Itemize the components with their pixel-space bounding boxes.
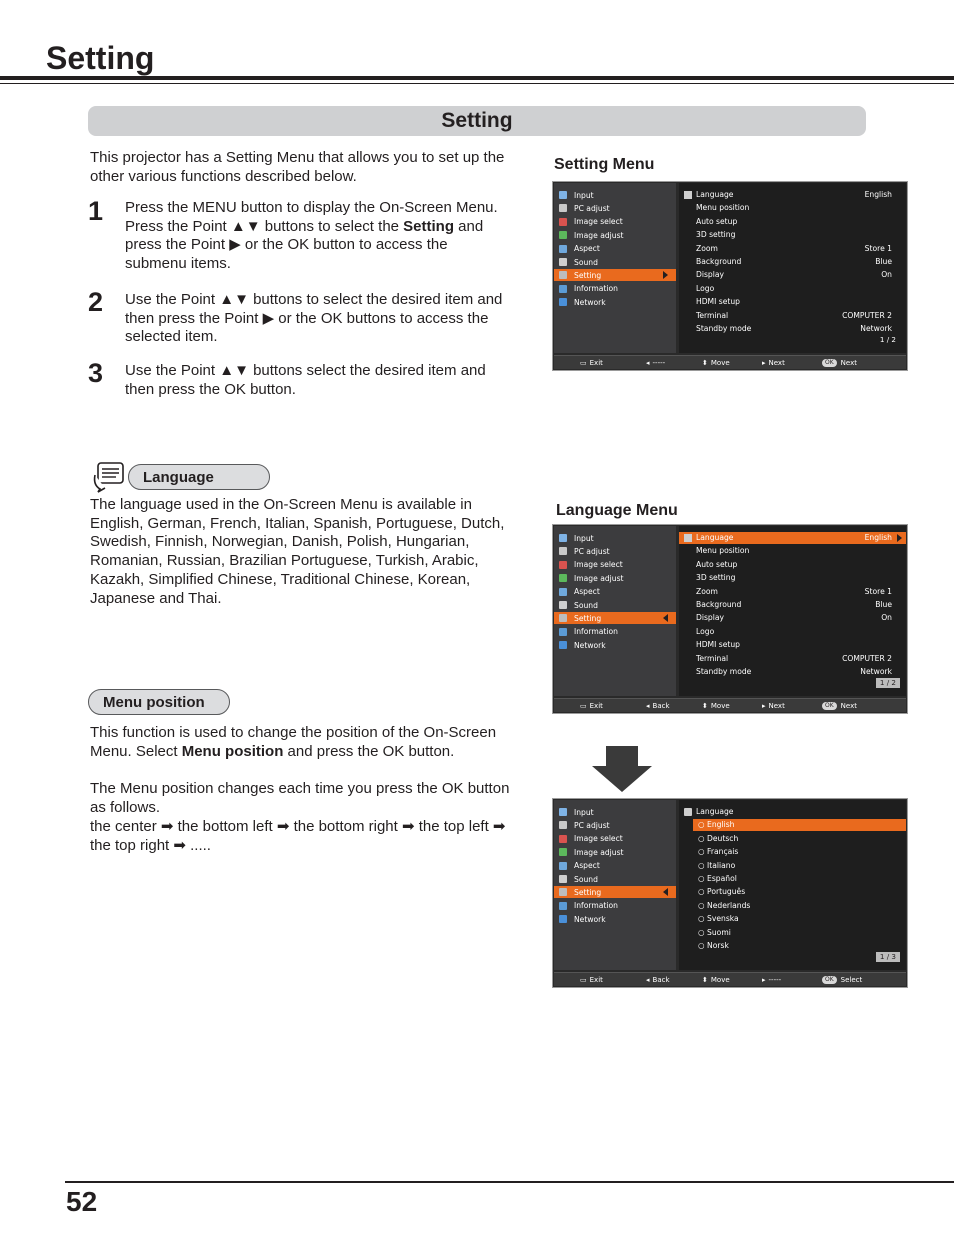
osd-guide-label: Exit: [589, 702, 603, 710]
step-number: 3: [88, 358, 104, 388]
osd-guide-label: Select: [840, 976, 863, 984]
setting-menu-caption: Setting Menu: [554, 156, 655, 173]
exit-guide[interactable]: [580, 357, 603, 369]
osd-menu-label: Sound: [574, 257, 598, 267]
osd-setting-row[interactable]: [679, 269, 906, 281]
osd-menu-item[interactable]: [554, 243, 676, 255]
osd-guide-label: Back: [652, 976, 670, 984]
osd-guide-label: Back: [652, 702, 670, 710]
osd-setting-key: Display: [696, 270, 724, 280]
step-number: 2: [88, 287, 104, 317]
menu-key-icon: ▭: [580, 702, 587, 710]
input-icon: [559, 191, 567, 199]
osd-setting-value: Store 1: [864, 243, 892, 253]
image-adjust-icon: [559, 848, 567, 856]
osd-menu-label: Image adjust: [574, 847, 624, 857]
left-key-icon: ◂: [646, 359, 650, 367]
osd-guide-label: Next: [768, 359, 785, 367]
intro-text: This projector has a Setting Menu that allows you to set up the other various functions described below.: [90, 149, 505, 185]
osd-guide-bar: [554, 355, 906, 369]
step-number: 1: [88, 196, 104, 226]
osd-setting-key: Auto setup: [696, 559, 738, 569]
osd-menu-label: PC adjust: [574, 546, 610, 556]
right-key-icon: ▸: [762, 359, 766, 367]
section-title: Setting: [88, 106, 866, 136]
osd-menu-item[interactable]: [554, 559, 676, 571]
osd-guide-label: -----: [768, 976, 782, 984]
osd-setting-value: Network: [860, 667, 892, 676]
updown-key-icon: ⬍: [702, 359, 708, 367]
osd-guide-label: Move: [710, 702, 730, 710]
osd-menu-item[interactable]: [554, 572, 676, 584]
osd-setting-row[interactable]: [679, 532, 906, 544]
osd-menu-item[interactable]: [554, 283, 676, 295]
osd-setting-key: HDMI setup: [696, 297, 741, 307]
osd-menu-item[interactable]: [554, 256, 676, 268]
osd-menu-item[interactable]: [554, 833, 676, 845]
language-menu-caption: Language Menu: [556, 502, 678, 519]
osd-guide-label: Exit: [589, 359, 603, 367]
sound-icon: [559, 601, 567, 609]
arrow-right-icon: [663, 271, 668, 279]
ok-key-icon: OK: [822, 976, 837, 984]
osd-guide-label: Move: [710, 976, 730, 984]
setting-icon: [684, 534, 692, 542]
ok-select-guide[interactable]: [822, 974, 862, 986]
osd-menu-item[interactable]: [554, 873, 676, 885]
osd-setting-key: Logo: [696, 626, 715, 636]
osd-menu-label: Information: [574, 284, 618, 294]
updown-key-icon: ⬍: [702, 702, 708, 710]
osd-menu-label: PC adjust: [574, 820, 610, 830]
title-rule: [0, 76, 954, 80]
osd-setting-value: COMPUTER 2: [842, 653, 892, 663]
osd-setting-key: HDMI setup: [696, 640, 741, 650]
next-guide[interactable]: [762, 700, 785, 712]
language-text: The language used in the On-Screen Menu is available in English, German, French, Italian, Spanish, Portuguese, Dutch, Swedish, Finnish, Norwegian, Danish, Polish, Hungarian, Romanian, Russian, Brazilian Portuguese, Turkish, Arabic, Kazakh, Simplified Chinese, Traditional Chinese, Korean, Japanese and Thai.: [90, 496, 505, 607]
osd-setting-row[interactable]: [679, 296, 906, 308]
osd-setting-row[interactable]: [679, 283, 906, 295]
image-select-icon: [559, 835, 567, 843]
osd-language-option[interactable]: [693, 913, 906, 925]
step-text: Use the Point ▲▼ buttons select the desired item and then press the OK button.: [125, 362, 486, 398]
osd-setting-key: Display: [696, 613, 724, 623]
osd-setting-key: Language: [696, 533, 734, 542]
setting-icon: [684, 191, 692, 199]
pc-adjust-icon: [559, 547, 567, 555]
osd-setting-key: Terminal: [696, 310, 729, 320]
osd-menu-item[interactable]: [554, 860, 676, 872]
osd-language-title: Language: [696, 807, 734, 816]
osd-guide-label: Exit: [589, 976, 603, 984]
osd-setting-value: Network: [860, 324, 892, 333]
right-key-icon: ▸: [762, 702, 766, 710]
step-text: Use the Point ▲▼ buttons to select the desired item and then press the Point ▶ or the OK buttons to access the selected item.: [125, 291, 503, 346]
arrow-left-icon: [663, 888, 668, 896]
osd-menu-item[interactable]: [554, 886, 676, 898]
osd-language-label: ○ Deutsch: [698, 833, 739, 843]
osd-menu-item[interactable]: [554, 216, 676, 228]
osd-setting-row[interactable]: [679, 666, 906, 678]
aspect-icon: [559, 588, 567, 596]
move-guide[interactable]: [702, 700, 730, 712]
input-icon: [559, 808, 567, 816]
osd-menu-label: Image select: [574, 560, 623, 570]
osd-setting-key: Zoom: [696, 243, 718, 253]
osd-setting-key: Background: [696, 257, 742, 266]
exit-guide[interactable]: [580, 700, 603, 712]
osd-language-option[interactable]: [693, 833, 906, 845]
osd-page-indicator: 1 / 2: [876, 678, 900, 688]
osd-language-option[interactable]: [693, 860, 906, 872]
next-guide[interactable]: [762, 357, 785, 369]
pc-adjust-icon: [559, 821, 567, 829]
osd-setting-value: On: [881, 613, 892, 623]
osd-setting-row[interactable]: [679, 572, 906, 584]
input-icon: [559, 534, 567, 542]
menu-position-text: This function is used to change the position of the On-Screen Menu. Select Menu position and press the OK button.: [90, 724, 497, 760]
osd-setting-key: Language: [696, 190, 734, 199]
osd-setting-key: 3D setting: [696, 230, 736, 240]
osd-setting-key: Logo: [696, 283, 715, 293]
osd-menu-item[interactable]: [554, 202, 676, 214]
osd-setting-value: On: [881, 270, 892, 280]
osd-guide-label: -----: [652, 359, 666, 367]
osd-guide-label: Next: [840, 359, 857, 367]
memo-icon: [92, 461, 126, 493]
osd-menu-label: Aspect: [574, 244, 600, 254]
setting-icon: [684, 808, 692, 816]
osd-language-option[interactable]: [693, 940, 906, 952]
osd-main-menu: [554, 526, 676, 696]
updown-key-icon: ⬍: [702, 976, 708, 984]
osd-menu-item[interactable]: [554, 806, 676, 818]
osd-setting-value: Blue: [875, 257, 892, 266]
osd-setting-key: Standby mode: [696, 324, 752, 333]
osd-guide-label: Next: [840, 702, 857, 710]
osd-setting-value: Store 1: [864, 586, 892, 596]
osd-menu-label: Image adjust: [574, 230, 624, 240]
osd-menu-item[interactable]: [554, 229, 676, 241]
menu-position-note: The Menu position changes each time you press the OK button as follows.: [90, 780, 510, 816]
osd-setting-row[interactable]: [679, 202, 906, 214]
osd-menu-item[interactable]: [554, 586, 676, 598]
osd-menu-item[interactable]: [554, 639, 676, 651]
osd-setting-value: COMPUTER 2: [842, 310, 892, 320]
osd-main-menu: [554, 800, 676, 970]
right-key-icon: ▸: [762, 976, 766, 984]
osd-menu-item[interactable]: [554, 269, 676, 281]
image-adjust-icon: [559, 231, 567, 239]
osd-page-indicator: 1 / 2: [879, 335, 896, 344]
right-guide[interactable]: [762, 974, 781, 986]
network-icon: [559, 641, 567, 649]
osd-menu-label: Sound: [574, 874, 598, 884]
osd-setting-row[interactable]: [679, 586, 906, 598]
osd-menu-label: Image adjust: [574, 573, 624, 583]
step-text: Press the MENU button to display the On-Screen Menu. Press the Point ▲▼ buttons to select the Setting and press the Point ▶ or the OK button to access the submenu items.: [125, 199, 498, 273]
osd-setting-row[interactable]: [679, 599, 906, 611]
osd-setting-row[interactable]: [679, 189, 906, 201]
osd-language-label: ○ Svenska: [698, 914, 739, 924]
osd-page-indicator: 1 / 3: [876, 952, 900, 962]
down-arrow-icon: [592, 746, 652, 792]
osd-setting-value: English: [864, 190, 892, 199]
osd-setting-row[interactable]: [679, 323, 906, 335]
osd-menu-label: Network: [574, 297, 606, 307]
sound-icon: [559, 258, 567, 266]
network-icon: [559, 915, 567, 923]
osd-language-label: ○ Português: [698, 887, 746, 897]
osd-setting-key: Zoom: [696, 586, 718, 596]
osd-language-header: [679, 806, 906, 818]
osd-setting-key: Terminal: [696, 653, 729, 663]
page-number: 52: [66, 1186, 98, 1217]
osd-language-option[interactable]: [693, 900, 906, 912]
ok-next-guide[interactable]: [822, 357, 857, 369]
left-guide[interactable]: [646, 357, 665, 369]
osd-language-option[interactable]: [693, 846, 906, 858]
osd-menu-item[interactable]: [554, 913, 676, 925]
osd-setting-row[interactable]: [679, 310, 906, 322]
osd-setting-row[interactable]: [679, 243, 906, 255]
osd-setting-key: Standby mode: [696, 667, 752, 676]
information-icon: [559, 628, 567, 636]
osd-language-label: ○ Español: [698, 874, 737, 883]
osd-menu-item[interactable]: [554, 532, 676, 544]
osd-setting-row[interactable]: [679, 653, 906, 665]
menu-position-heading: Menu position: [88, 689, 230, 715]
osd-language-label: ○ Italiano: [698, 860, 736, 870]
exit-guide[interactable]: [580, 974, 603, 986]
osd-menu-item[interactable]: [554, 819, 676, 831]
osd-menu-label: Network: [574, 640, 606, 650]
osd-submenu: [679, 526, 906, 696]
menu-key-icon: ▭: [580, 359, 587, 367]
osd-menu-item[interactable]: [554, 545, 676, 557]
osd-menu-label: Aspect: [574, 861, 600, 871]
osd-setting-value: Blue: [875, 600, 892, 609]
information-icon: [559, 285, 567, 293]
setting-icon: [559, 888, 567, 896]
osd-menu-item[interactable]: [554, 626, 676, 638]
osd-setting-row[interactable]: [679, 216, 906, 228]
osd-guide-bar: [554, 698, 906, 712]
osd-language-option[interactable]: [693, 873, 906, 885]
osd-menu-label: Input: [574, 807, 594, 817]
osd-menu-item[interactable]: [554, 599, 676, 611]
osd-setting-key: Background: [696, 600, 742, 609]
move-guide[interactable]: [702, 357, 730, 369]
osd-guide-label: Next: [768, 702, 785, 710]
osd-setting-row[interactable]: [679, 559, 906, 571]
osd-guide-bar: [554, 972, 906, 986]
osd-menu-label: Setting: [574, 613, 602, 623]
page-title: Setting: [46, 40, 155, 76]
ok-key-icon: OK: [822, 359, 837, 367]
osd-language-label: ○ Nederlands: [698, 900, 751, 910]
language-menu-screen: [552, 524, 908, 714]
osd-menu-label: Information: [574, 627, 618, 637]
osd-setting-row[interactable]: [679, 639, 906, 651]
osd-menu-item[interactable]: [554, 189, 676, 201]
osd-language-label: ○ Suomi: [698, 927, 731, 937]
osd-language-label: ○ English: [698, 820, 735, 830]
osd-menu-label: Aspect: [574, 587, 600, 597]
footer-rule: [65, 1181, 954, 1183]
osd-language-list: [679, 800, 906, 970]
osd-language-option[interactable]: [693, 927, 906, 939]
language-list-screen: [552, 798, 908, 988]
back-guide[interactable]: [646, 700, 670, 712]
ok-next-guide[interactable]: [822, 700, 857, 712]
aspect-icon: [559, 862, 567, 870]
osd-setting-key: Auto setup: [696, 216, 738, 226]
title-rule-thin: [0, 83, 954, 84]
left-key-icon: ◂: [646, 702, 650, 710]
setting-menu-screen: [552, 181, 908, 371]
image-select-icon: [559, 218, 567, 226]
left-key-icon: ◂: [646, 976, 650, 984]
osd-menu-item[interactable]: [554, 612, 676, 624]
osd-menu-label: Image select: [574, 217, 623, 227]
osd-setting-row[interactable]: [679, 256, 906, 268]
arrow-right-icon: [897, 534, 902, 542]
osd-menu-label: Image select: [574, 834, 623, 844]
aspect-icon: [559, 245, 567, 253]
osd-setting-key: 3D setting: [696, 573, 736, 583]
osd-setting-row[interactable]: [679, 229, 906, 241]
image-adjust-icon: [559, 574, 567, 582]
osd-language-option[interactable]: [693, 886, 906, 898]
osd-language-option[interactable]: [693, 819, 906, 831]
osd-menu-item[interactable]: [554, 296, 676, 308]
osd-menu-item[interactable]: [554, 846, 676, 858]
language-heading: Language: [128, 464, 270, 490]
image-select-icon: [559, 561, 567, 569]
ok-key-icon: OK: [822, 702, 837, 710]
osd-menu-item[interactable]: [554, 900, 676, 912]
pc-adjust-icon: [559, 204, 567, 212]
information-icon: [559, 902, 567, 910]
osd-setting-key: Menu position: [696, 546, 750, 556]
osd-setting-row[interactable]: [679, 626, 906, 638]
setting-icon: [559, 271, 567, 279]
osd-menu-label: Input: [574, 190, 594, 200]
osd-language-label: ○ Norsk: [698, 941, 729, 950]
osd-menu-label: PC adjust: [574, 203, 610, 213]
osd-menu-label: Information: [574, 901, 618, 911]
arrow-left-icon: [663, 614, 668, 622]
osd-menu-label: Setting: [574, 887, 602, 897]
osd-setting-row[interactable]: [679, 545, 906, 557]
osd-main-menu: [554, 183, 676, 353]
network-icon: [559, 298, 567, 306]
back-guide[interactable]: [646, 974, 670, 986]
sound-icon: [559, 875, 567, 883]
osd-language-label: ○ Français: [698, 847, 739, 857]
osd-guide-label: Move: [710, 359, 730, 367]
osd-menu-label: Sound: [574, 600, 598, 610]
osd-menu-label: Input: [574, 533, 594, 543]
menu-position-sequence: the center ➡ the bottom left ➡ the bottom right ➡ the top left ➡ the top right ➡ .....: [90, 818, 506, 854]
osd-submenu: [679, 183, 906, 353]
osd-setting-value: English: [864, 533, 892, 542]
menu-key-icon: ▭: [580, 976, 587, 984]
osd-menu-label: Setting: [574, 270, 602, 280]
osd-setting-key: Menu position: [696, 203, 750, 213]
setting-icon: [559, 614, 567, 622]
osd-menu-label: Network: [574, 914, 606, 924]
osd-setting-row[interactable]: [679, 612, 906, 624]
move-guide[interactable]: [702, 974, 730, 986]
